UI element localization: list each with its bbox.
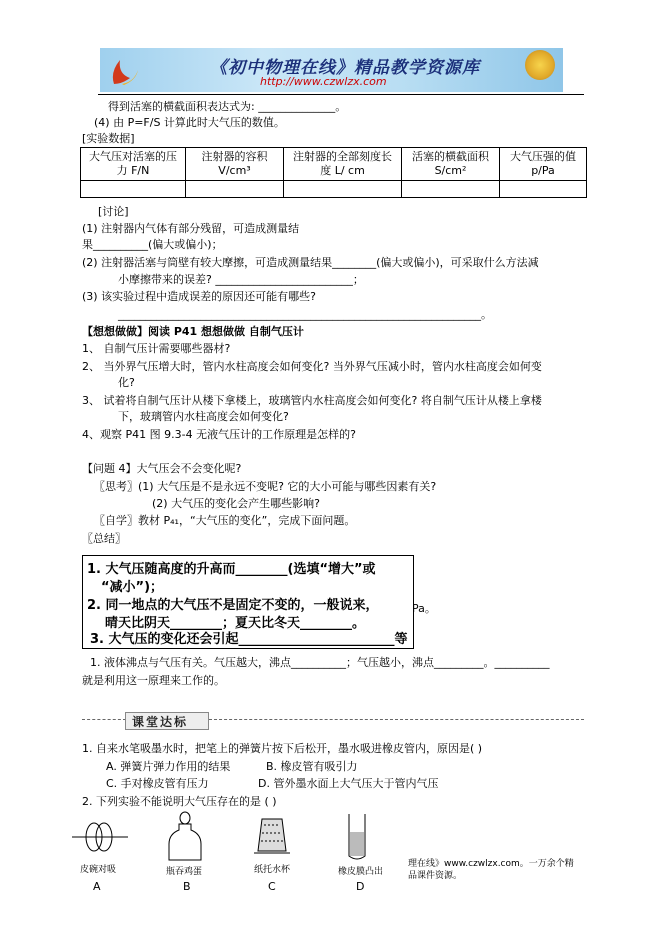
boiling-point-line-2: 就是利用这一原理来工作的。 bbox=[82, 674, 225, 687]
table-header-area: 活塞的横截面积 S/cm² bbox=[402, 148, 500, 181]
think-item-3a: 3、 试着将自制气压计从楼下拿楼上，玻璃管内水柱高度会如何变化? 将自制气压计从楼上拿楼 bbox=[82, 394, 542, 407]
self-study-line: 〖自学〗教材 P₄₁，“大气压的变化”，完成下面问题。 bbox=[94, 514, 356, 527]
question-1-stem: 1. 自来水笔吸墨水时，把笔上的弹簧片按下后松开，墨水吸进橡皮管内，原因是( ) bbox=[82, 742, 483, 755]
table-cell[interactable] bbox=[284, 181, 402, 198]
table-header-length: 注射器的全部刻度长 度 L/ cm bbox=[284, 148, 402, 181]
think-item-4: 4、观察 P41 图 9.3-4 无液气压计的工作原理是怎样的? bbox=[82, 428, 356, 441]
suction-cups-icon bbox=[70, 815, 130, 860]
figure-b-caption: 瓶吞鸡蛋 bbox=[166, 867, 203, 877]
section-tag bbox=[125, 712, 209, 730]
banner-url[interactable]: http://www.czwlzx.com bbox=[260, 75, 387, 88]
figure-c-letter[interactable]: C bbox=[268, 880, 276, 893]
summary-heading: 〖总结〗 bbox=[82, 532, 126, 545]
question-1-option-c[interactable]: C. 手对橡皮管有压力 bbox=[106, 777, 209, 790]
think-question-1: 〖思考〗(1) 大气压是不是永远不变呢? 它的大小可能与哪些因素有关? bbox=[94, 480, 437, 493]
table-cell[interactable] bbox=[500, 181, 587, 198]
footer-watermark: 理在线》www.czwlzx.com。一万余个精品课件资源。 bbox=[408, 859, 574, 881]
summary-3: 3. 大气压的变化还会引起________________________等 bbox=[90, 632, 408, 647]
step-4-line: (4) 由 P=F/S 计算此时大气压的数值。 bbox=[94, 116, 285, 129]
question-1-option-d[interactable]: D. 管外墨水面上大气压大于管内气压 bbox=[258, 777, 439, 790]
table-cell[interactable] bbox=[186, 181, 284, 198]
question-1-option-a[interactable]: A. 弹簧片弹力作用的结果 bbox=[106, 760, 231, 773]
area-expression-line: 得到活塞的横截面积表达式为: ______________。 bbox=[108, 100, 347, 113]
experiment-data-heading: [实验数据] bbox=[82, 132, 135, 145]
pa-unit-text: Pa。 bbox=[412, 602, 436, 615]
figure-a-letter[interactable]: A bbox=[93, 880, 101, 893]
sunflower-icon bbox=[525, 50, 555, 80]
figure-a-caption: 皮碗对吸 bbox=[80, 865, 117, 875]
summary-1a: 1. 大气压随高度的升高而________(选填“增大”或 bbox=[87, 562, 376, 577]
discussion-3-answer-line: __________________________________________________________________。 bbox=[118, 308, 492, 321]
table-header-volume: 注射器的容积 V/cm³ bbox=[186, 148, 284, 181]
experiment-data-table bbox=[80, 147, 587, 198]
think-item-2a: 2、 当外界气压增大时，管内水柱高度会如何变化? 当外界气压减小时，管内水柱高度会如何变 bbox=[82, 360, 542, 373]
summary-2b: 晴天比阴天________；夏天比冬天________。 bbox=[105, 616, 366, 631]
section-divider-right bbox=[209, 719, 584, 720]
think-item-2b: 化? bbox=[118, 376, 135, 389]
question-1-option-b[interactable]: B. 橡皮管有吸引力 bbox=[266, 760, 358, 773]
paper-cup-icon bbox=[252, 815, 292, 857]
discussion-heading: [讨论] bbox=[98, 205, 129, 218]
discussion-3: (3) 该实验过程中造成误差的原因还可能有哪些? bbox=[82, 290, 316, 303]
table-cell[interactable] bbox=[402, 181, 500, 198]
header-banner bbox=[100, 48, 563, 92]
figure-d-letter[interactable]: D bbox=[356, 880, 365, 893]
think-item-1: 1、 自制气压计需要哪些器材? bbox=[82, 342, 231, 355]
discussion-1a: (1) 注射器内气体有部分残留，可造成测量结 bbox=[82, 222, 300, 235]
problem-4-heading: 【问题 4】大气压会不会变化呢? bbox=[82, 462, 242, 475]
table-header-force: 大气压对活塞的压 力 F/N bbox=[81, 148, 186, 181]
table-cell[interactable] bbox=[81, 181, 186, 198]
figure-c-caption: 纸托水杯 bbox=[254, 865, 291, 875]
site-logo-icon bbox=[108, 54, 142, 88]
think-do-heading: 【想想做做】阅读 P41 想想做做 自制气压计 bbox=[82, 325, 304, 338]
banner-title: 《初中物理在线》精品教学资源库 bbox=[210, 58, 480, 78]
question-2-stem: 2. 下列实验不能说明大气压存在的是 ( ) bbox=[82, 795, 277, 808]
membrane-tube-icon bbox=[342, 812, 372, 862]
section-divider-left bbox=[82, 719, 126, 720]
discussion-2b: 小摩擦带来的误差? _________________________； bbox=[118, 273, 364, 286]
boiling-point-line: 1. 液体沸点与气压有关。气压越大，沸点__________；气压越小，沸点_________。__________ bbox=[90, 656, 550, 669]
table-header-pressure: 大气压强的值 p/Pa bbox=[500, 148, 587, 181]
summary-2a: 2. 同一地点的大气压不是固定不变的，一般说来， bbox=[87, 598, 379, 613]
header-divider bbox=[98, 94, 584, 95]
figure-b-letter[interactable]: B bbox=[183, 880, 191, 893]
bottle-egg-icon bbox=[165, 810, 205, 862]
discussion-2a: (2) 注射器活塞与筒壁有较大摩擦，可造成测量结果________(偏大或偏小)，可采取什么方法减 bbox=[82, 256, 539, 269]
figure-d-caption: 橡皮膜凸出 bbox=[338, 867, 384, 877]
think-item-3b: 下，玻璃管内水柱高度会如何变化? bbox=[118, 410, 289, 423]
section-title: 课堂达标 bbox=[132, 715, 189, 729]
think-question-2: (2) 大气压的变化会产生哪些影响? bbox=[152, 497, 320, 510]
summary-1b: “减小”)； bbox=[101, 580, 164, 595]
discussion-1b: 果__________(偏大或偏小)； bbox=[82, 238, 223, 251]
